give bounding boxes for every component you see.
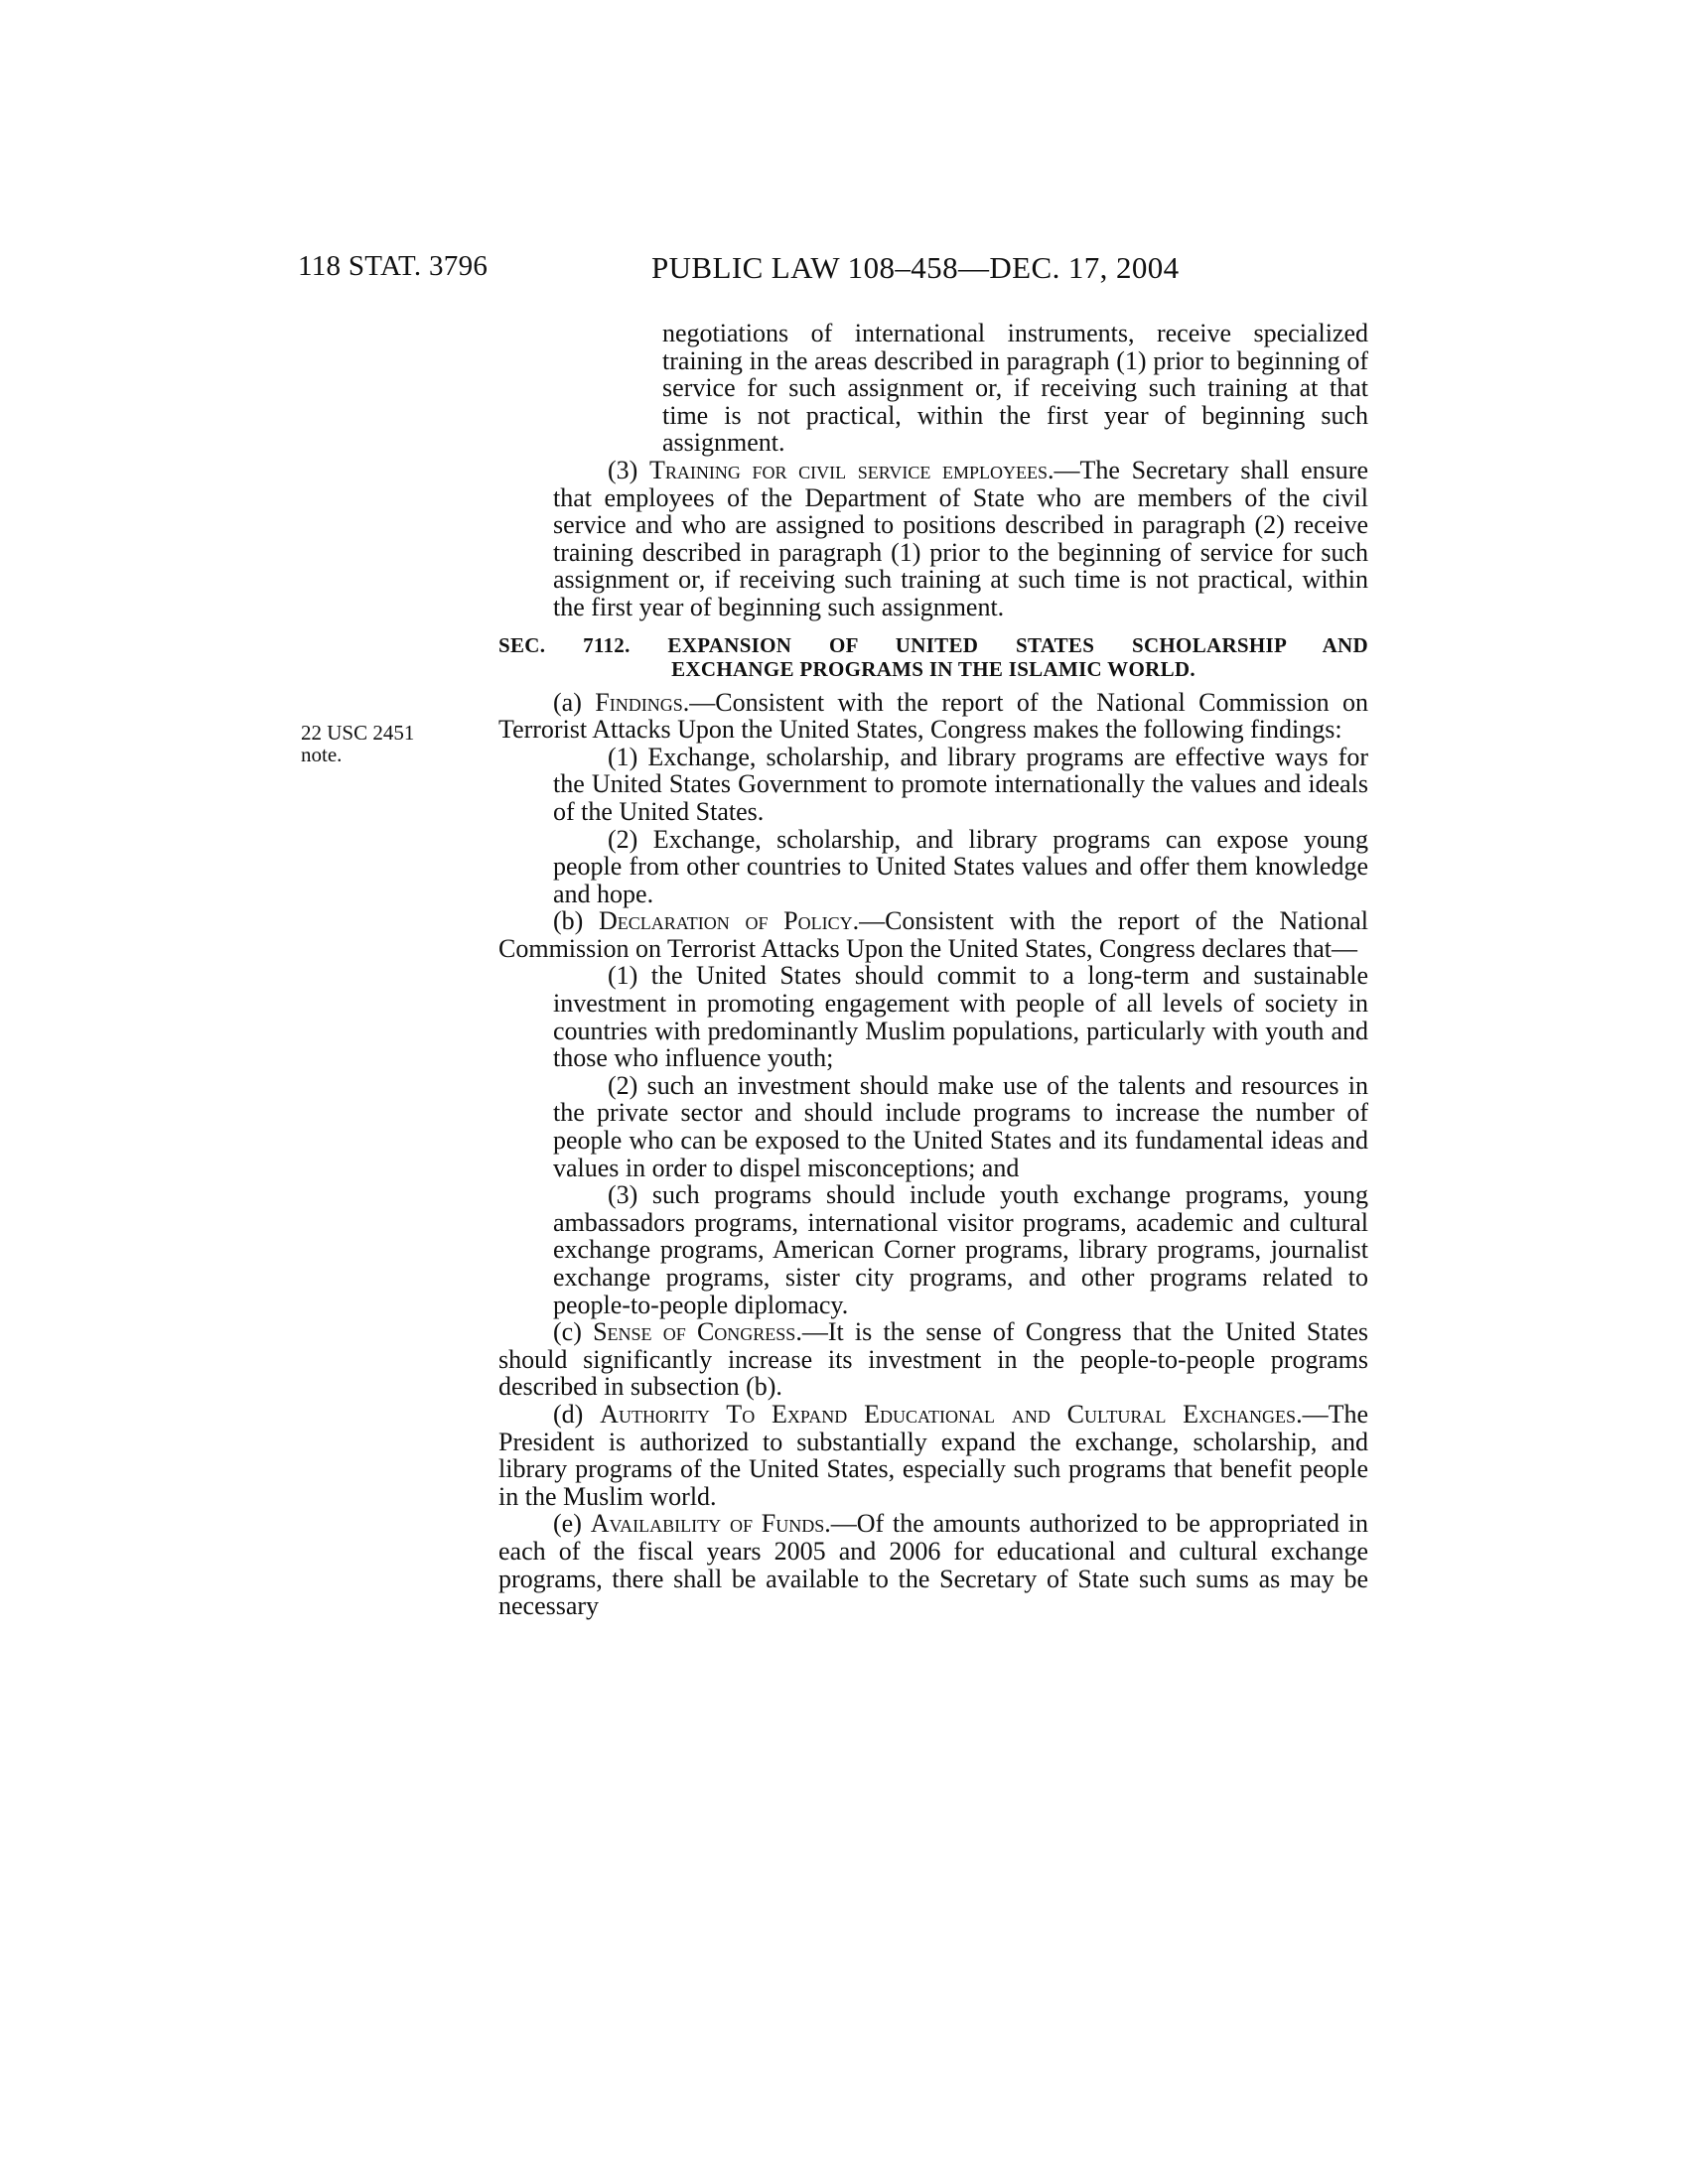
paragraph-number: (3)	[608, 455, 649, 484]
declaration-1: (1) the United States should commit to a long-term and sustainable investment in promoting engagement with people of all levels of society in countries with predominantly Muslim populations, particularly with youth and those who influence youth;	[553, 961, 1368, 1073]
subsection-number: (c)	[553, 1317, 594, 1347]
subsection-e	[498, 1510, 1368, 1619]
subsection-number: (d)	[553, 1399, 601, 1429]
subsection-text: .—Of the amounts authorized to be appropriated in each of the fiscal years 2005 and 2006 for educational and cultural exchange programs, there shall be available to the Secretary of State such sums as may be necessary	[498, 1509, 1369, 1621]
subsection-text: .—Consistent with the report of the National Commission on Terrorist Attacks Upon the United States, Congress declares that—	[498, 906, 1368, 963]
section-heading-line-1: SEC. 7112. EXPANSION OF UNITED STATES SCHOLARSHIP AND	[498, 632, 1368, 657]
stat-page-number: 118 STAT. 3796	[298, 250, 489, 282]
running-header: PUBLIC LAW 108–458—DEC. 17, 2004	[651, 250, 1180, 285]
finding-2: (2) Exchange, scholarship, and library programs can expose young people from other countries to United States values and offer them knowledge and hope.	[553, 824, 1368, 908]
subsection-heading: Sense of Congress	[593, 1317, 796, 1347]
margin-citation: 22 USC 2451	[301, 721, 415, 745]
paragraph-continuation: negotiations of international instruments, receive specialized training in the areas described in paragraph (1) prior to beginning of service for such assignment or, if receiving such training at that time is not practical, within the first year of beginning such assignment.	[662, 319, 1368, 458]
subsection-heading: Declaration of Policy	[599, 906, 853, 936]
subsection-heading: Authority To Expand Educational and Cultural Exchanges	[600, 1399, 1297, 1429]
statute-text-column	[498, 320, 1368, 1620]
subsection-text: .—It is the sense of Congress that the United States should significantly increase its investment in the people-to-people programs described in subsection (b).	[498, 1317, 1368, 1402]
paragraph-text: .—The Secretary shall ensure that employees of the Department of State who are members of the civil service and who are assigned to positions described in paragraph (2) receive training described in paragraph (1) prior to the beginning of service for such assignment or, if receiving such training at such time is not practical, within the first year of beginning such assignment.	[553, 455, 1368, 621]
subsection-b	[498, 907, 1368, 962]
margin-citation-note	[301, 722, 440, 765]
subsection-heading: Findings	[595, 687, 683, 717]
margin-citation-suffix: note.	[301, 743, 343, 766]
subsection-number: (e)	[553, 1509, 591, 1539]
section-heading	[498, 633, 1368, 681]
finding-1: (1) Exchange, scholarship, and library programs are effective ways for the United States Government to promote internationally the values and ideals of the United States.	[553, 742, 1368, 826]
subsection-d	[498, 1401, 1368, 1510]
subsection-number: (a)	[553, 687, 596, 717]
paragraph-heading: Training for civil service employees	[648, 455, 1048, 484]
subsection-text: .—The President is authorized to substantially expand the exchange, scholarship, and library programs of the United States, especially such programs that benefit people in the Muslim world.	[498, 1399, 1368, 1511]
subsection-text: .—Consistent with the report of the National Commission on Terrorist Attacks Upon the United States, Congress makes the following findings:	[498, 687, 1369, 745]
declaration-3: (3) such programs should include youth exchange programs, young ambassadors programs, international visitor programs, academic and cultural exchange programs, American Corner programs, library programs, journalist exchange programs, sister city programs, and other programs related to people-to-people diplomacy.	[553, 1180, 1368, 1319]
declaration-2: (2) such an investment should make use of the talents and resources in the private sector and should include programs to increase the number of people who can be exposed to the United States and its fundamental ideas and values in order to dispel misconceptions; and	[553, 1070, 1368, 1182]
section-heading-line-2: EXCHANGE PROGRAMS IN THE ISLAMIC WORLD.	[671, 656, 1196, 681]
subsection-number: (b)	[553, 906, 599, 936]
paragraph-3	[498, 457, 1368, 621]
subsection-c	[498, 1318, 1368, 1401]
subsection-heading: Availability of Funds	[590, 1509, 825, 1539]
subsection-a	[498, 689, 1368, 744]
